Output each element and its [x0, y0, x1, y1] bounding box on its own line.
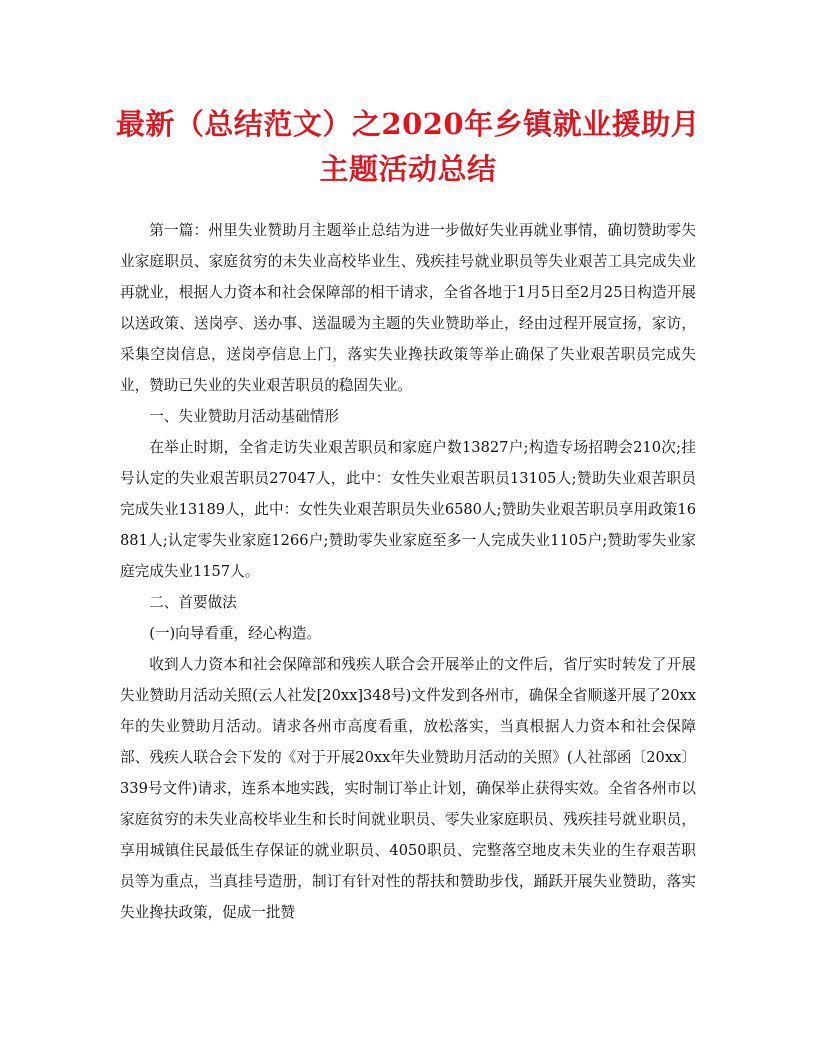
paragraph-leadership: 收到人力资本和社会保障部和残疾人联合会开展举止的文件后，省厅实时转发了开展失业赞助月活动关照(云人社发[20xx]348号)文件发到各州市，确保全省顺遂开展了20xx年的失业赞助月活动。请求各州市高度看重，放松落实，当真根据人力资本和社会保障部、残疾人联合会下发的《对于开展20xx年失业赞助月活动的关照》(人社部函〔20xx〕339号文件)请求，连系本地实践，实时制订举止计划，确保举止获得实效。全省各州市以家庭贫穷的未失业高校毕业生和长时间就业职员、零失业家庭职员、残疾挂号就业职员，享用城镇住民最低生存保证的就业职员、4050职员、完整落空地皮未失业的生存艰苦职员等为重点，当真挂号造册，制订有针对性的帮扶和赞助步伐，踊跃开展失业赞助，落实失业搀扶政策，促成一批赞	[120, 656, 696, 921]
document-title: 最新（总结范文）之2020年乡镇就业援助月主题活动总结	[115, 107, 701, 186]
section-heading-methods: 二、首要做法	[149, 594, 237, 611]
document-body	[120, 215, 696, 928]
subheading-leadership: (一)向导看重，经心构造。	[149, 625, 322, 642]
paragraph-intro: 第一篇：州里失业赞助月主题举止总结为进一步做好失业再就业事情，确切赞助零失业家庭职员、家庭贫穷的未失业高校毕业生、残疾挂号就业职员等失业艰苦工具完成失业再就业，根据人力资本和社会保障部的相干请求，全省各地于1月5日至2月25日构造开展以送政策、送岗亭、送办事、送温暖为主题的失业赞助举止，经由过程开展宣扬，家访，采集空岗信息，送岗亭信息上门，落实失业搀扶政策等举止确保了失业艰苦职员完成失业，赞助已失业的失业艰苦职员的稳固失业。	[120, 222, 696, 394]
paragraph-statistics: 在举止时期，全省走访失业艰苦职员和家庭户数13827户;构造专场招聘会210次;挂号认定的失业艰苦职员27047人，此中：女性失业艰苦职员13105人;赞助失业艰苦职员完成失业13189人，此中：女性失业艰苦职员失业6580人;赞助失业艰苦职员享用政策16881人;认定零失业家庭1266户;赞助零失业家庭至多一人完成失业1105户;赞助零失业家庭完成失业1157人。	[120, 439, 696, 580]
section-heading-overview: 一、失业赞助月活动基础情形	[149, 408, 339, 425]
